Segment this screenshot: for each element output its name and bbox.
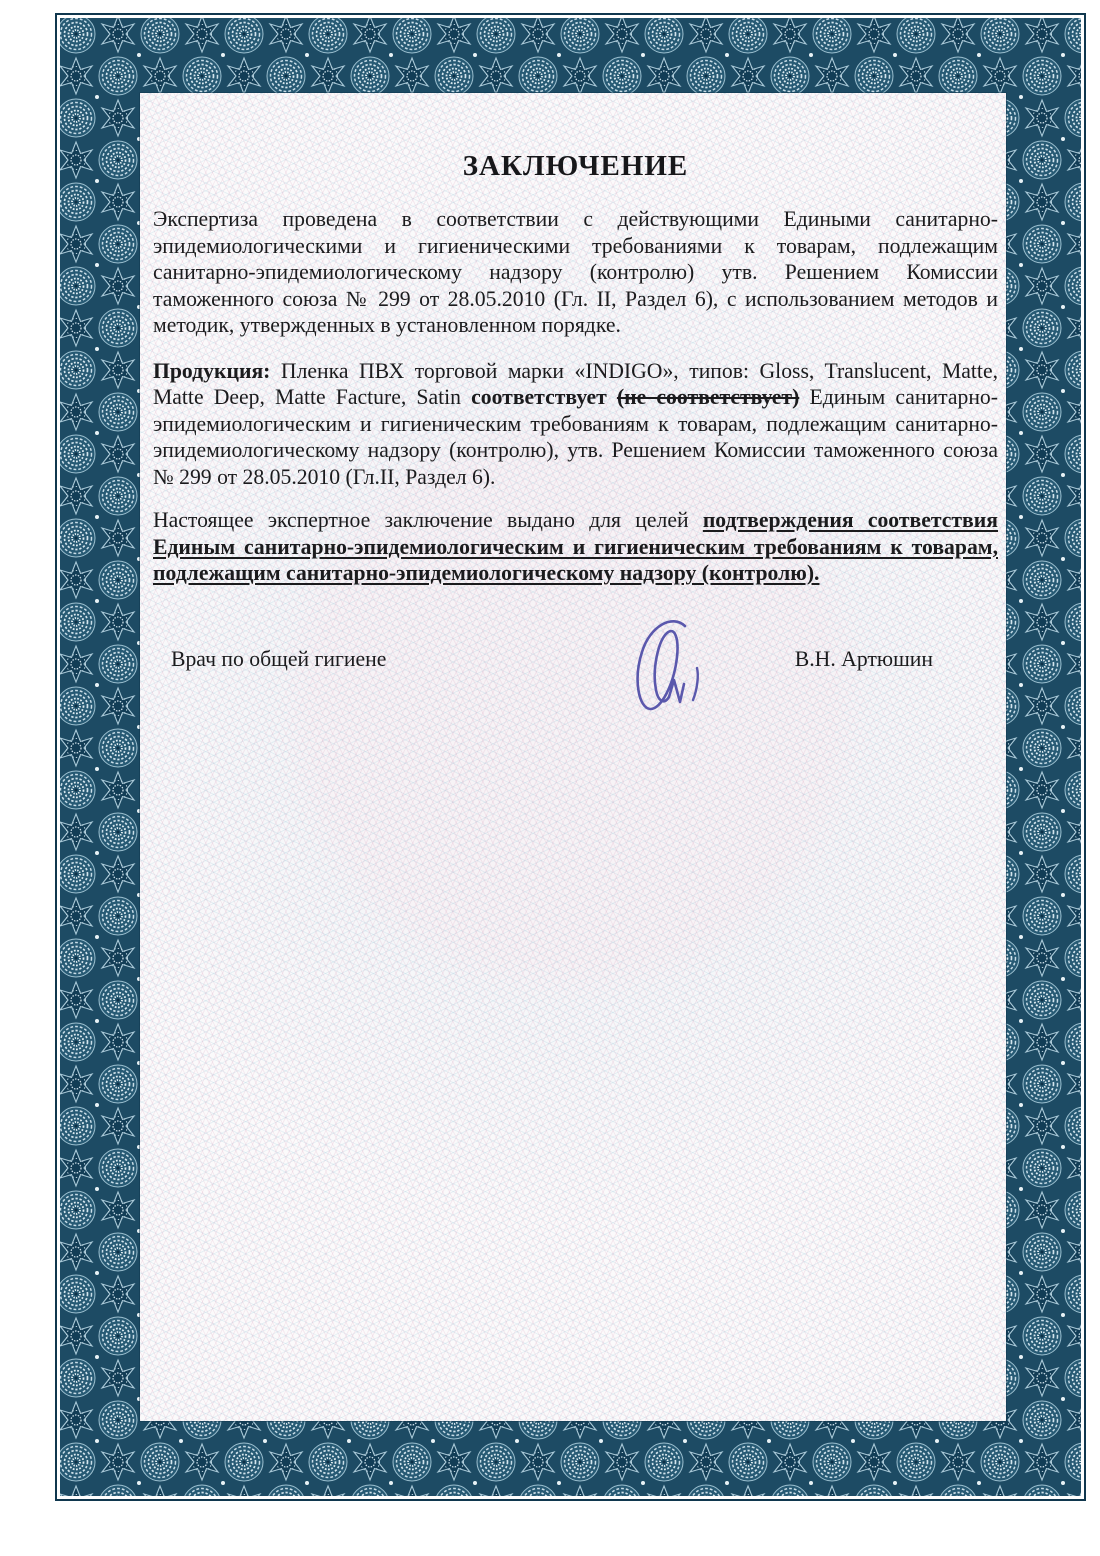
document-title: ЗАКЛЮЧЕНИЕ <box>462 150 689 182</box>
product-corresponds-text: соответствует <box>471 385 617 409</box>
signature-row <box>153 646 998 673</box>
signature-ink <box>617 610 727 722</box>
purpose-text: Настоящее экспертное заключение выдано для целей <box>153 508 703 532</box>
document-body <box>140 149 1006 672</box>
signer-name: В.Н. Артюшин <box>794 646 933 671</box>
product-label: Продукция: <box>153 358 271 383</box>
security-paper-area <box>140 93 1006 1421</box>
product-text-2: Единым санитарно-эпидемиологическим и гигиеническим требованиям к товарам, подлежащим санитарно-эпидемиологическому надзору (контролю), утв. Решением Комиссии таможенного союза № 299 от 28.05.2010 (Гл.II, Раздел 6). <box>153 385 998 489</box>
product-not-corresponds-strikethrough: (не соответствует) <box>616 385 800 409</box>
purpose-underlined-text: подтверждения соответствия Единым санитарно-эпидемиологическим и гигиеническим требованиям к товарам, подлежащим санитарно-эпидемиологическому надзору (контролю). <box>153 508 998 585</box>
product-text-1: Пленка ПВХ торговой марки «INDIGO», типов: Gloss, Translucent, Matte, Matte Deep, Matte Facture, Satin <box>153 358 998 409</box>
paragraph-expertise-text: Экспертиза проведена в соответствии с действующими Едиными санитарно-эпидемиологическими и гигиеническими требованиями к товарам, подлежащим санитарно-эпидемиологическому надзору (контролю) утв. Решением Комиссии таможенного союза № 299 от 28.05.2010 (Гл. II, Раздел 6), с использованием методов и методик, утвержденных в установленном порядке. <box>153 207 998 337</box>
paragraph-product <box>153 358 998 491</box>
paragraph-expertise <box>153 206 998 339</box>
paragraph-purpose <box>153 507 998 587</box>
signer-role-label: Врач по общей гигиене <box>171 646 387 671</box>
